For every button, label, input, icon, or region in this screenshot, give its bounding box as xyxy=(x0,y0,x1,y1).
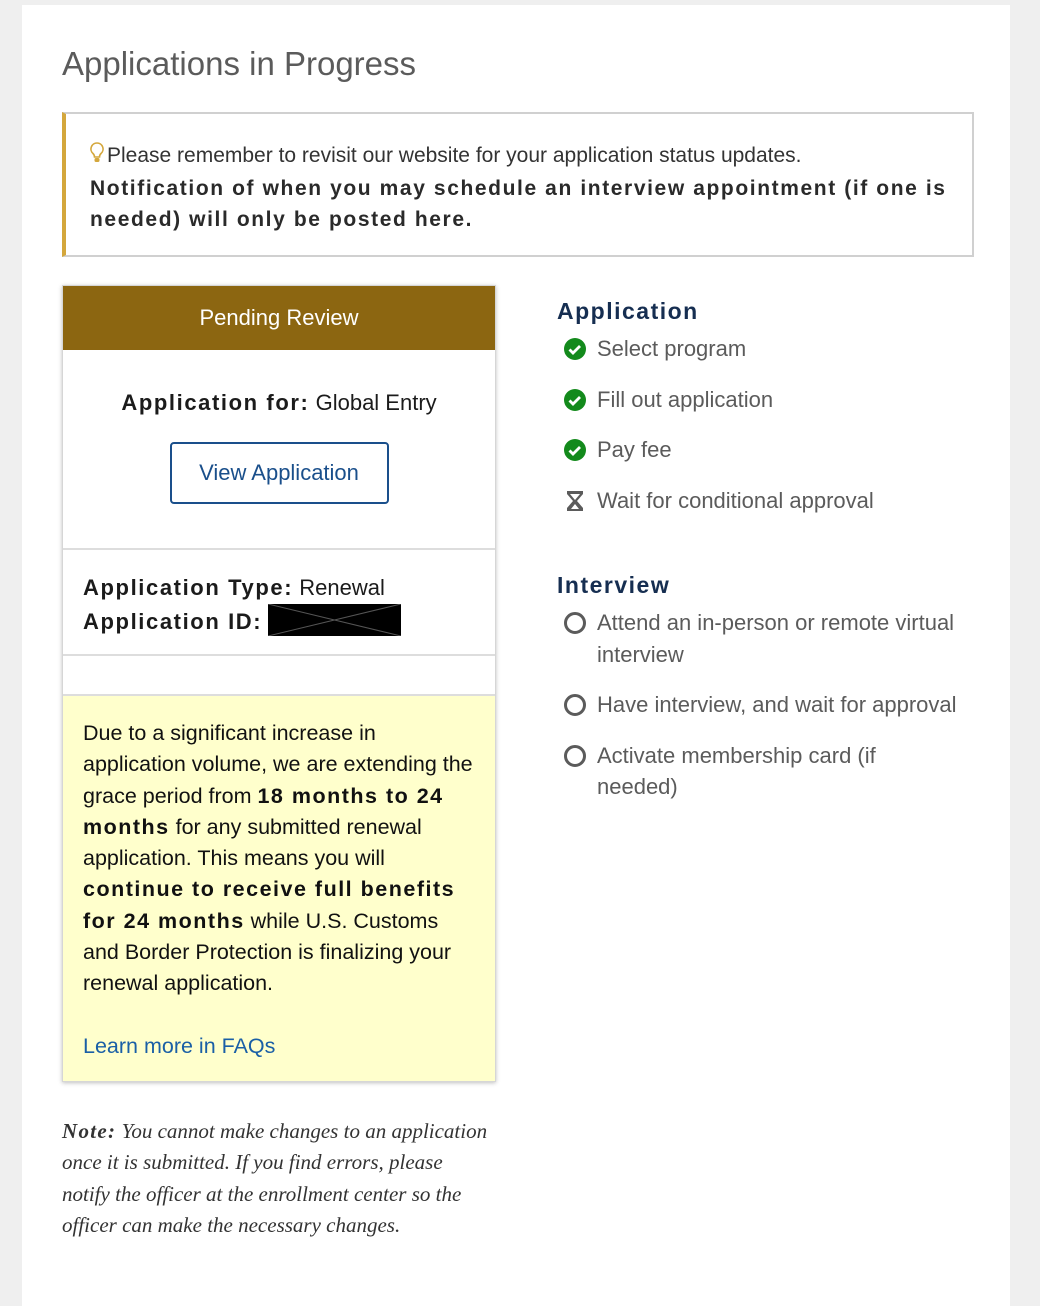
grace-text: for any submitted renewal application. This means you will xyxy=(83,814,422,871)
hourglass-icon xyxy=(563,489,587,513)
step-label: Have interview, and wait for approval xyxy=(597,692,957,717)
notice-box xyxy=(62,112,974,257)
lightbulb-icon xyxy=(90,142,104,173)
step-item xyxy=(557,384,957,416)
grace-period-notice xyxy=(63,696,495,1081)
app-type-label: Application Type: xyxy=(83,575,294,600)
app-id-label: Application ID: xyxy=(83,609,263,634)
app-for-value: Global Entry xyxy=(315,390,437,415)
step-label: Select program xyxy=(597,336,747,361)
step-item xyxy=(557,434,957,466)
note-label: Note: xyxy=(62,1119,117,1143)
step-item xyxy=(557,333,957,365)
check-circle-icon xyxy=(563,337,587,361)
step-label: Fill out application xyxy=(597,386,774,412)
empty-circle-icon xyxy=(563,693,587,717)
step-label: Wait for conditional approval xyxy=(597,487,874,513)
grace-text: Due to a significant increase in application volume, we are extending the grace period from xyxy=(83,721,473,808)
step-item xyxy=(557,689,957,721)
application-heading: Application xyxy=(557,298,699,324)
grace-bold: 18 months to 24 months xyxy=(83,783,444,839)
progress-steps xyxy=(557,298,957,822)
view-application-button[interactable]: View Application xyxy=(170,442,389,504)
faq-link[interactable]: Learn more in FAQs xyxy=(83,1033,276,1058)
note-text: You cannot make changes to an application once it is submitted. If you find errors, please notify the officer at the enrollment center so the officer can make the necessary changes. xyxy=(62,1119,488,1237)
grace-bold: continue to receive full benefits for 24 months xyxy=(83,877,456,933)
check-circle-icon xyxy=(563,438,587,462)
step-item xyxy=(557,740,957,803)
app-for-label: Application for: xyxy=(121,390,310,415)
app-type-value: Renewal xyxy=(299,575,385,600)
empty-circle-icon xyxy=(563,611,587,635)
note xyxy=(62,1116,492,1241)
step-label: Activate membership card (if needed) xyxy=(597,742,876,799)
notice-text: Please remember to revisit our website for your application status updates. xyxy=(107,144,802,167)
page-title: Applications in Progress xyxy=(62,45,417,82)
page xyxy=(22,5,1010,1306)
grace-text: while U.S. Customs and Border Protection is finalizing your renewal application. xyxy=(83,908,452,996)
step-item xyxy=(557,607,957,670)
empty-circle-icon xyxy=(563,744,587,768)
step-item xyxy=(557,485,957,517)
interview-heading: Interview xyxy=(557,572,671,598)
step-label: Pay fee xyxy=(597,437,672,462)
check-circle-icon xyxy=(563,388,587,412)
redacted-id xyxy=(268,604,401,636)
application-card xyxy=(62,285,496,1082)
status-header: Pending Review xyxy=(63,286,495,350)
notice-bold-text: Notification of when you may schedule an interview appointment (if one is needed) will only be posted here. xyxy=(90,177,947,231)
step-label: Attend an in-person or remote virtual interview xyxy=(597,610,955,667)
